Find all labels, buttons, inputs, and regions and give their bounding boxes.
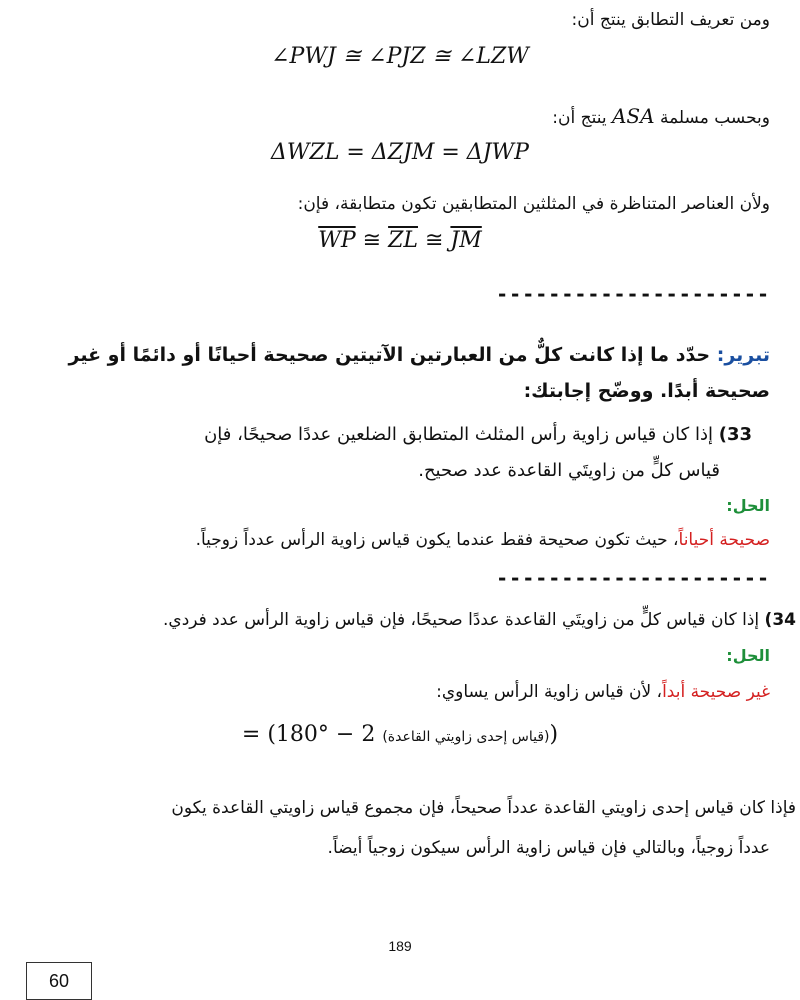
- segment-wp: $\overline{WP}$: [318, 228, 356, 253]
- question-33-number: 33): [718, 424, 752, 445]
- answer-34-explanation: ، لأن قياس زاوية الرأس يساوي:: [436, 682, 663, 702]
- formula-left: = (180° − 2: [241, 722, 376, 747]
- question-34-number: 34): [764, 610, 796, 630]
- solution-label-34: الحل:: [726, 646, 770, 665]
- page-box-number: 60: [26, 962, 92, 1000]
- equation-triangles: ΔWZL = ΔZJM = ΔJWP: [271, 140, 529, 165]
- text-line-asa: [552, 104, 770, 128]
- question-34-text: إذا كان قياس كلٍّ من زاويتَي القاعدة عددًا صحيحًا، فإن قياس زاوية الرأس عدد فردي.: [162, 610, 760, 630]
- congruent-symbol: ≅: [424, 228, 444, 253]
- question-33-line-1: [204, 424, 752, 445]
- formula-inner-text: قياس إحدى زاويتي القاعدة: [387, 729, 545, 745]
- formula-inner: (قياس إحدى زاويتي القاعدة): [382, 729, 550, 745]
- reasoning-label: تبرير:: [716, 344, 770, 366]
- reasoning-text-1: حدّد ما إذا كانت كلٌّ من العبارتين الآتيتين صحيحة أحيانًا أو دائمًا أو غير: [68, 344, 711, 366]
- paragraph-conclusion-1: فإذا كان قياس إحدى زاويتي القاعدة عدداً صحيحاً، فإن مجموع قياس زاويتي القاعدة يكون: [171, 798, 796, 818]
- formula-right: ): [549, 722, 559, 747]
- congruent-symbol: ≅: [362, 228, 382, 253]
- solution-label-33: الحل:: [726, 496, 770, 515]
- asa-suffix: ينتج أن:: [552, 108, 607, 128]
- formula-vertex-angle: [0, 722, 800, 747]
- segment-jm: $\overline{JM}$: [450, 228, 482, 253]
- answer-33: [196, 530, 770, 550]
- asa-prefix: وبحسب مسلمة: [659, 108, 770, 128]
- page-number: 189: [388, 938, 412, 954]
- question-34: [163, 610, 796, 630]
- question-33-text-1: إذا كان قياس زاوية رأس المثلث المتطابق الضلعين عددًا صحيحًا، فإن: [204, 424, 713, 445]
- answer-33-explanation: ، حيث تكون صحيحة فقط عندما يكون قياس زاوية الرأس عدداً زوجياً.: [195, 530, 679, 550]
- question-33-text-2: قياس كلٍّ من زاويتَي القاعدة عدد صحيح.: [418, 460, 720, 481]
- equation-angles: ∠PWJ ≅ ∠PJZ ≅ ∠LZW: [271, 44, 529, 69]
- text-line-definition: ومن تعريف التطابق ينتج أن:: [571, 10, 770, 30]
- answer-34: [436, 682, 770, 702]
- segment-zl: $\overline{ZL}$: [388, 228, 418, 253]
- reasoning-text-2: صحيحة أبدًا. ووضّح إجابتك:: [523, 380, 770, 402]
- separator-dashes: ---------------------: [496, 566, 770, 590]
- separator-dashes: ---------------------: [496, 282, 770, 306]
- text-line-corresponding: ولأن العناصر المتناظرة في المثلثين المتطابقين تكون متطابقة، فإن:: [297, 194, 770, 214]
- answer-34-verdict: غير صحيحة أبداً: [662, 682, 770, 702]
- paragraph-conclusion-2: عدداً زوجياً، وبالتالي فإن قياس زاوية الرأس سيكون زوجياً أيضاً.: [327, 838, 770, 858]
- answer-33-verdict: صحيحة أحياناً: [678, 530, 770, 550]
- equation-segments: [0, 228, 800, 253]
- asa-label: ASA: [611, 104, 655, 128]
- reasoning-heading: [69, 344, 770, 366]
